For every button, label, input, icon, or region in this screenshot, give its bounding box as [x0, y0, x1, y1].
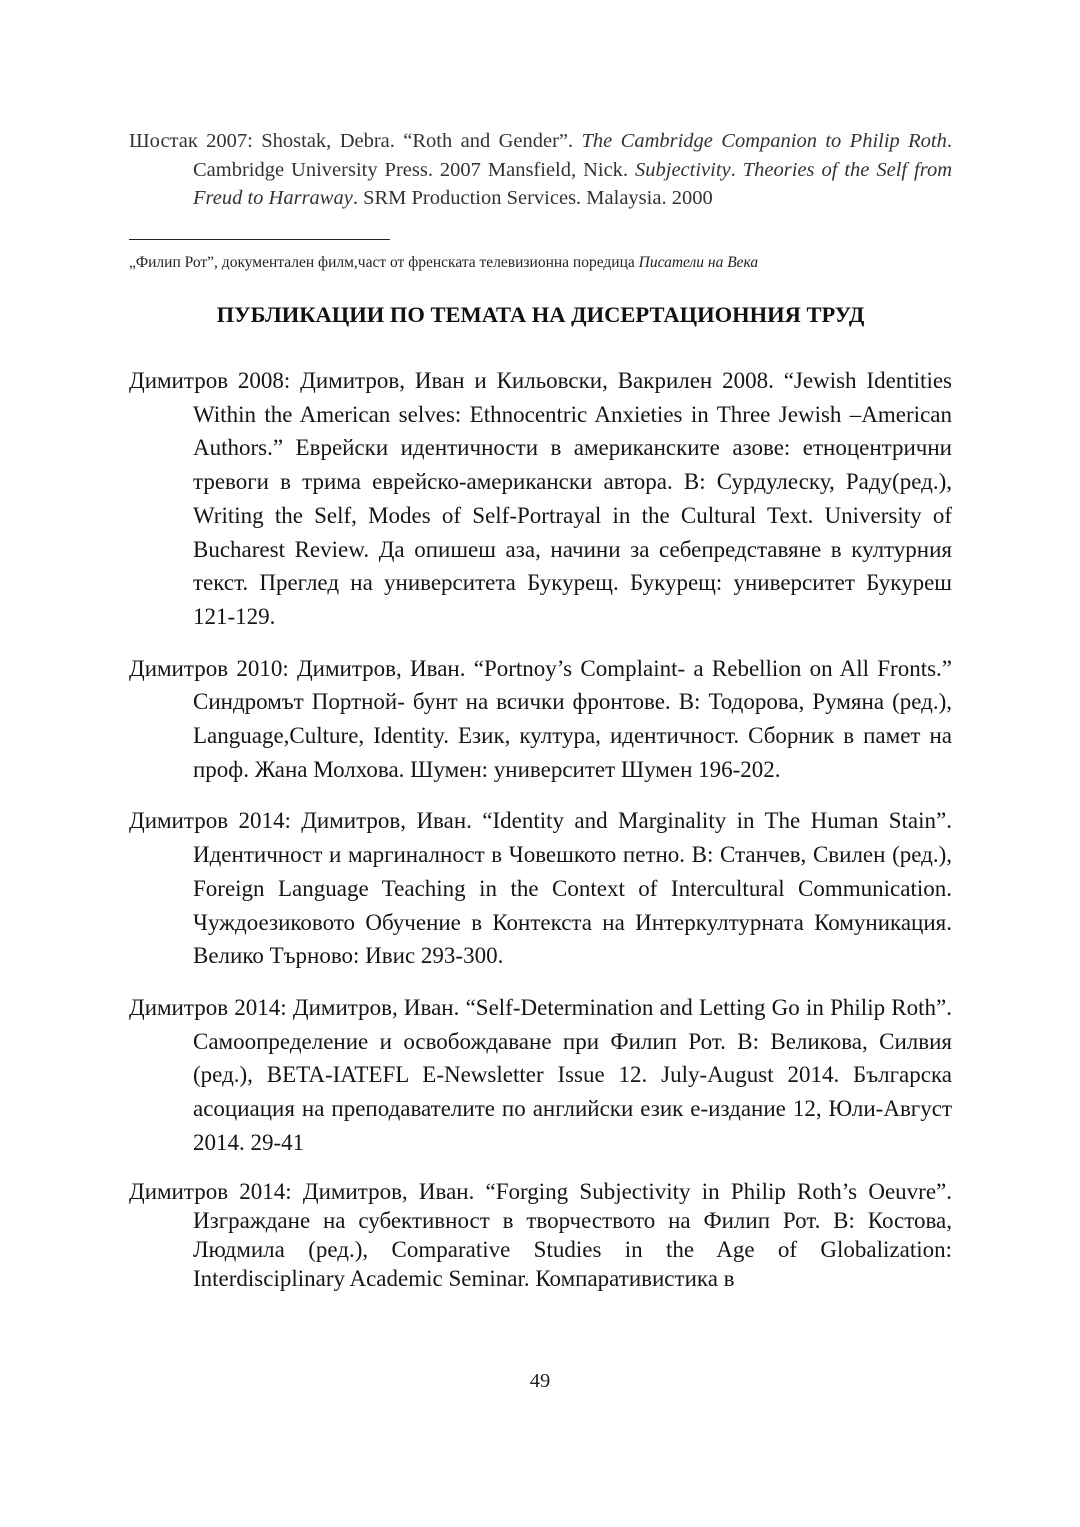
publication-entry: Димитров 2014: Димитров, Иван. “Identity and Marginality in The Human Stain”. Идентичност и маргиналност в Човешкото петно. В: Станчев, Свилен (ред.), Foreign Language Teaching in the Context of Intercultural Communication. Чуждоезиковото Обучение в Контекста на Интеркултурната Комуникация. Велико Търново: Ивис 293-300. — [129, 808, 952, 969]
bibliography-entry-text: . SRM Production Services. Malaysia. 2000 — [352, 187, 713, 209]
footnote-text: „Филип Рот”, документален филм,част от френската телевизионна поредица — [129, 254, 639, 271]
publications-list — [129, 364, 952, 1311]
bibliography-entry-text: . — [730, 158, 743, 181]
bibliography-book-title: Theories of the Self from Freud to Harraway — [193, 158, 953, 209]
page-number: 49 — [529, 1370, 551, 1392]
publication-entry: Димитров 2008: Димитров, Иван и Кильовски, Вакрилен 2008. “Jewish Identities Within the American selves: Ethnocentric Anxieties in Three Jewish –American Authors.” Еврейски идентичности в американските азове: етноцентрични тревоги в трима еврейско-американски автора. В: Сурдулеску, Раду(ред.), Writing the Self, Modes of Self-Portrayal in the Cultural Text. University of Bucharest Review. Да опишеш аза, начини за себепредставяне в културния текст. Преглед на университета Букурещ. Букурещ: университет Букуреш 121-129. — [129, 368, 952, 629]
footnote-series-title: Писатели на Века — [638, 254, 759, 271]
section-title: ПУБЛИКАЦИИ ПО ТЕМАТА НА ДИСЕРТАЦИОННИЯ ТРУД — [216, 302, 865, 327]
footnote-separator — [129, 239, 390, 240]
bibliography-book-title: Subjectivity — [635, 158, 731, 181]
bibliography-entry-text: . Cambridge University Press. 2007 Mansfield, Nick. — [193, 130, 952, 181]
bibliography-book-title: The Cambridge Companion to Philip Roth — [581, 130, 947, 152]
publication-entry: Димитров 2010: Димитров, Иван. “Portnoy’s Complaint- a Rebellion on All Fronts.” Синдромът Портной- бунт на всички фронтове. В: Тодорова, Румяна (ред.), Language,Culture, Identity. Език, култура, идентичност. Сборник в памет на проф. Жана Молхова. Шумен: университет Шумен 196-202. — [129, 655, 952, 782]
bibliography-entry-text: Шостак 2007: Shostak, Debra. “Roth and Gender”. — [129, 130, 582, 152]
publication-entry: Димитров 2014: Димитров, Иван. “Self-Determination and Letting Go in Philip Roth”. Самоопределение и освобождаване при Филип Рот. В: Великова, Силвия (ред.), BETA-IATEFL E-Newsletter Issue 12. July-August 2014. Българска асоциация на преподавателите по английски език е-издание 12, Юли-Август 2014. 29-41 — [129, 994, 952, 1155]
publication-entry: Димитров 2014: Димитров, Иван. “Forging Subjectivity in Philip Roth’s Oeuvre”. Изграждане на субективност в творчеството на Филип Рот. В: Костова, Людмила (ред.), Comparative Studies in the Age of Globalization: Interdisciplinary Academic Seminar. Компаративистика в — [129, 1179, 952, 1292]
bibliography-entry-shostak — [129, 127, 952, 213]
footnote — [129, 252, 952, 274]
